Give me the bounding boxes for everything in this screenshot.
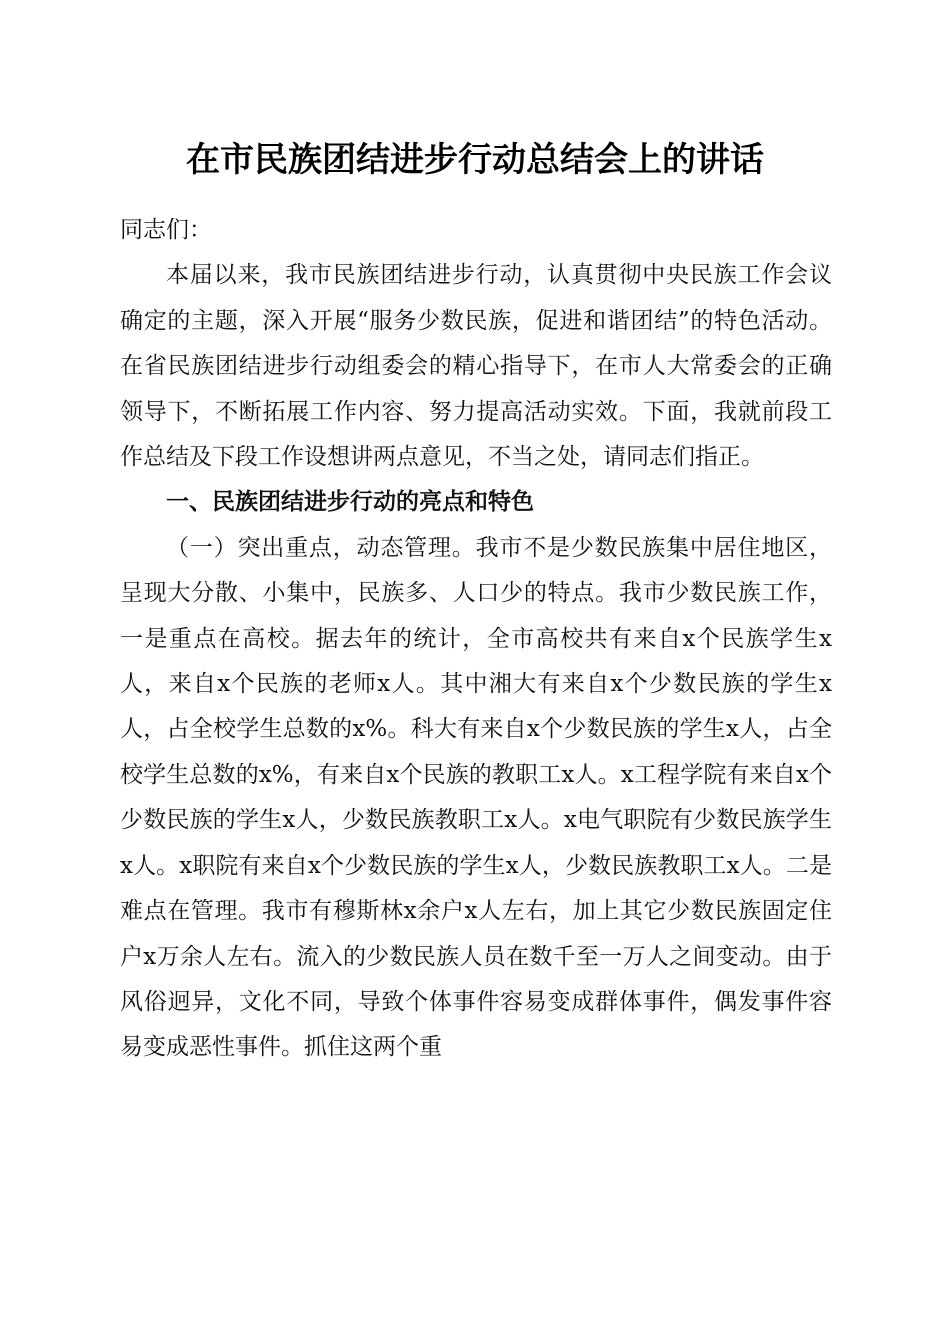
- section1-item1-paragraph: （一）突出重点，动态管理。我市不是少数民族集中居住地区，呈现大分散、小集中，民族多、人口少的特点。我市少数民族工作，一是重点在高校。据去年的统计，全市高校共有来自x个民族学生x人，来自x个民族的老师x人。其中湘大有来自x个少数民族的学生x人，占全校学生总数的x%。科大有来自x个少数民族的学生x人，占全校学生总数的x%，有来自x个民族的教职工x人。x工程学院有来自x个少数民族的学生x人，少数民族教职工x人。x电气职院有少数民族学生x人。x职院有来自x个少数民族的学生x人，少数民族教职工x人。二是难点在管理。我市有穆斯林x余户x人左右，加上其它少数民族固定住户x万余人左右。流入的少数民族人员在数千至一万人之间变动。由于风俗迥异，文化不同，导致个体事件容易变成群体事件，偶发事件容易变成恶性事件。抓住这两个重: [120, 534, 832, 1061]
- intro-paragraph: 本届以来，我市民族团结进步行动，认真贯彻中央民族工作会议确定的主题，深入开展“服务少数民族，促进和谐团结”的特色活动。在省民族团结进步行动组委会的精心指导下，在市人大常委会的正确领导下，不断拓展工作内容、努力提高活动实效。下面，我就前段工作总结及下段工作设想讲两点意见，不当之处，请同志们指正。: [120, 262, 832, 471]
- document-title: 在市民族团结进步行动总结会上的讲话: [186, 140, 764, 180]
- section-heading-1: 一、民族团结进步行动的亮点和特色: [166, 489, 534, 516]
- salutation: 同志们：: [120, 217, 212, 243]
- document-body: [120, 208, 832, 1071]
